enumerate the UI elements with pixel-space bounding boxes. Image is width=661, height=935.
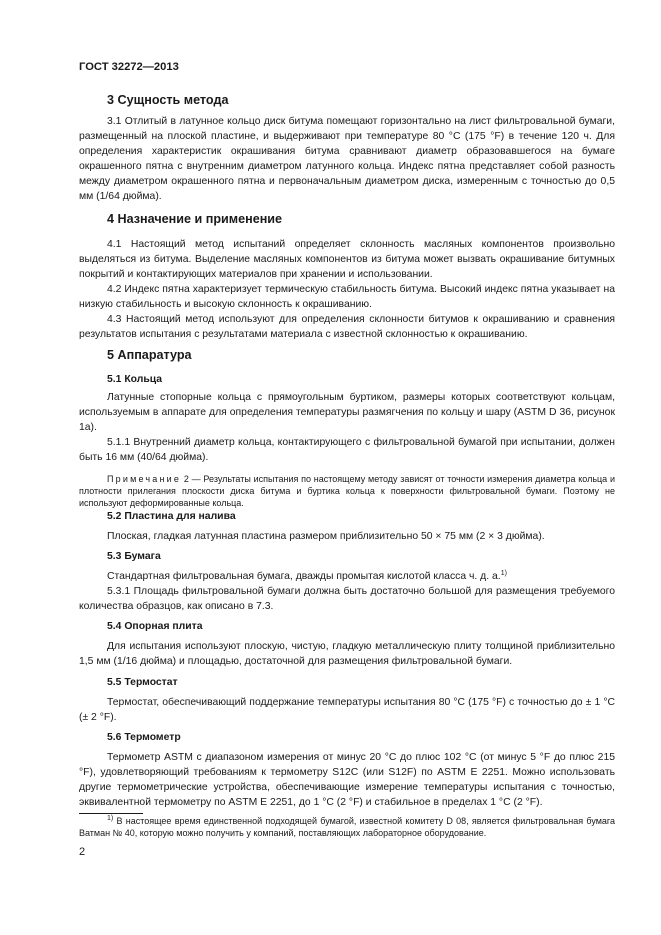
footnote-text: В настоящее время единственной подходящей бумагой, известной комитету D 08, является фильтровальная бумага Ватман № 40, которую можно получить у компаний, поставляющих лабораторное оборудование. (79, 816, 615, 838)
subsection-5-1-title: 5.1 Кольца (107, 374, 163, 385)
note-text: 2 — Результаты испытания по настоящему методу зависят от точности измерения диаметра кольца и плотности прилегания плоскости диска битума и буртика кольца к поверхности фильтровальной бумаги. Поэтому не используют деформированные кольца. (79, 474, 615, 508)
paragraph-5-3-text: Стандартная фильтровальная бумага, дважды промытая кислотой класса ч. д. а. (107, 571, 501, 582)
subsection-5-1-body (79, 390, 615, 509)
subsection-5-2-title: 5.2 Пластина для налива (107, 511, 236, 522)
paragraph-5-4: Для испытания используют плоскую, чистую, гладкую металлическую плиту толщиной приблизительно 1,5 мм (1/16 дюйма) и площадью, достаточной для размещения фильтровальной бумаги. (79, 641, 615, 667)
document-code: ГОСТ 32272—2013 (79, 61, 179, 73)
section-5-title: 5 Аппаратура (107, 348, 192, 362)
page-number: 2 (79, 846, 86, 858)
paragraph-5-2: Плоская, гладкая латунная пластина размером приблизительно 50 × 75 мм (2 × 3 дюйма). (107, 531, 545, 542)
paragraph-4-3: 4.3 Настоящий метод используют для определения склонности битумов к окрашиванию и сравнения результатов испытания с результатами материала с известной склонностью к окрашиванию. (79, 314, 615, 340)
paragraph-5-1-1: 5.1.1 Внутренний диаметр кольца, контактирующего с фильтровальной бумагой при испытании, должен быть 16 мм (40/64 дюйма). (79, 437, 615, 463)
note-2 (79, 473, 615, 509)
subsection-5-6-body (79, 750, 615, 810)
section-4-body (79, 237, 615, 342)
paragraph-5-1: Латунные стопорные кольца с прямоугольным буртиком, размеры которых соответствуют кольцам, используемым в аппарате для определения температуры размягчения по кольцу и шару (ASTM D 36, рисунок 1а). (79, 392, 615, 433)
footnote-reference[interactable]: 1) (500, 570, 507, 577)
paragraph-5-6: Термометр ASTM с диапазоном измерения от минус 20 °С до плюс 102 °С (от минус 5 °F до плюс 215 °F), удовлетворяющий требованиям к термометру S12C (или S12F) по ASTM E 2251. Можно использовать другие термометрические устройства, обеспечивающие измерение температуры испытания с точностью, эквивалентной термометру по ASTM E 2251, до 1 °С (2 °F) и стабильное в пределах 1 °С (2 °F). (79, 752, 615, 808)
paragraph-4-1: 4.1 Настоящий метод испытаний определяет склонность масляных компонентов произвольно выделяться из битума. Выделение масляных компонентов из битума может вызвать окрашивание битумных покрытий и контактирующих материалов при хранении и использовании. (79, 239, 615, 280)
subsection-5-5-title: 5.5 Термостат (107, 677, 178, 688)
footnote (79, 815, 615, 839)
subsection-5-3-title: 5.3 Бумага (107, 551, 161, 562)
footnote-mark: 1) (107, 815, 114, 822)
paragraph-5-3 (79, 569, 615, 584)
subsection-5-5-body (79, 695, 615, 725)
section-3-body (79, 114, 615, 204)
subsection-5-6-title: 5.6 Термометр (107, 732, 181, 743)
paragraph-5-3-1: 5.3.1 Площадь фильтровальной бумаги должна быть достаточно большой для размещения требуемого количества образцов, как описано в 7.3. (79, 586, 615, 612)
subsection-5-4-title: 5.4 Опорная плита (107, 621, 203, 632)
subsection-5-2-body (79, 529, 615, 544)
paragraph-4-2: 4.2 Индекс пятна характеризует термическую стабильность битума. Высокий индекс пятна указывает на низкую стабильность и высокую склонность к окрашиванию. (79, 284, 615, 310)
paragraph-3-1: 3.1 Отлитый в латунное кольцо диск битума помещают горизонтально на лист фильтровальной бумаги, размещенный на плоской пластине, и выдерживают при температуре 80 °С (175 °F) в течение 120 ч. Для определения характеристик окрашивания битума сравнивают диаметр образовавшегося на бумаге окрашенного пятна с внутренним диаметром латунного кольца. Индекс пятна представляет собой разность между диаметром окрашенного пятна и первоначальным диаметром диска, измеренным с точностью до 0,5 мм (1/64 дюйма). (79, 116, 615, 202)
subsection-5-3-body (79, 569, 615, 614)
section-4-title: 4 Назначение и применение (107, 212, 283, 226)
subsection-5-4-body (79, 639, 615, 669)
section-3-title: 3 Сущность метода (107, 93, 229, 107)
note-label: Примечание (107, 474, 182, 484)
footnote-divider (79, 813, 143, 814)
paragraph-5-5: Термостат, обеспечивающий поддержание температуры испытания 80 °С (175 °F) с точностью до ± 1 °С (± 2 °F). (79, 697, 615, 723)
